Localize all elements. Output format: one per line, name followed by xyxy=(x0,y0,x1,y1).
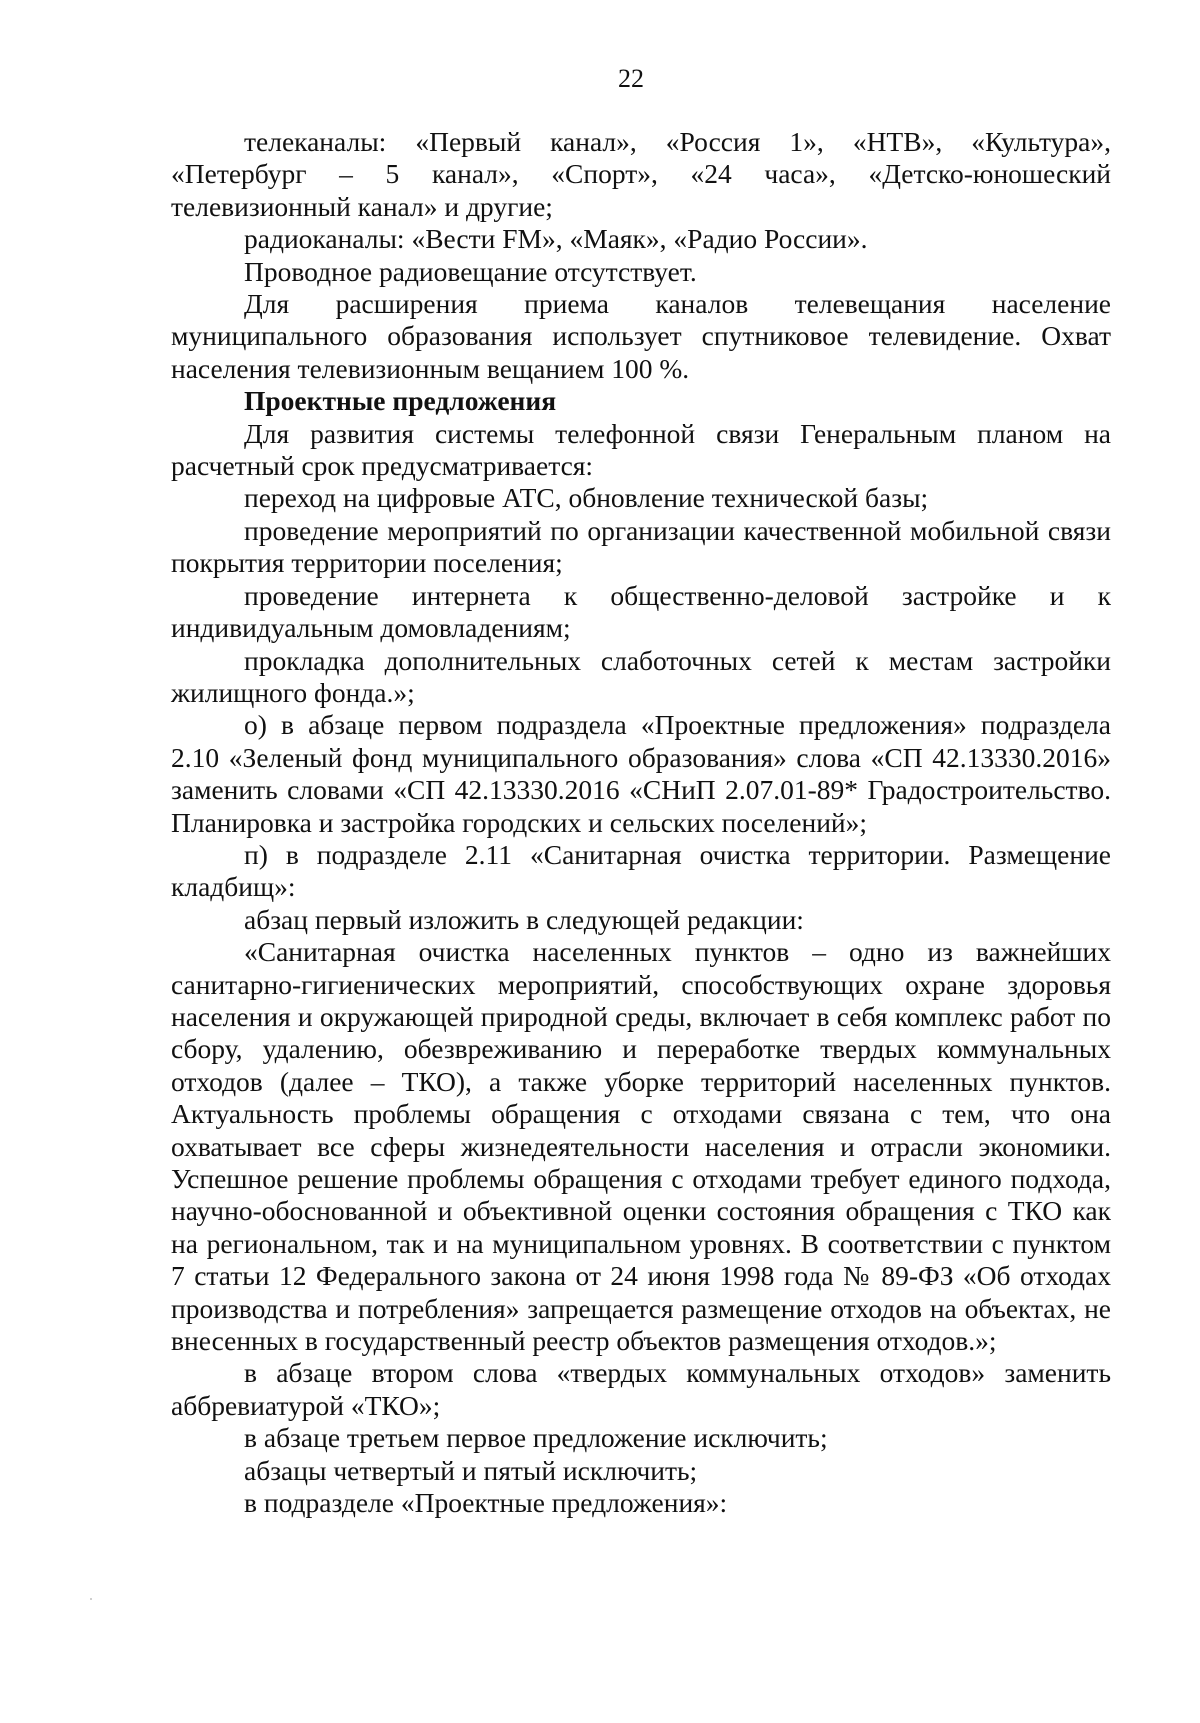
document-body xyxy=(171,126,1111,1519)
paragraph-third-abzac: в абзаце третьем первое предложение исключить; xyxy=(244,1422,828,1454)
paragraph-digital-ats: переход на цифровые АТС, обновление технической базы; xyxy=(244,482,929,514)
paragraph-project-proposals: в подразделе «Проектные предложения»: xyxy=(244,1487,728,1519)
paragraph-telephone-development: Для развития системы телефонной связи Генеральным планом на расчетный срок предусматривается: xyxy=(171,417,1111,482)
paragraph-internet: проведение интернета к общественно-деловой застройке и к индивидуальным домовладениям; xyxy=(171,579,1111,644)
paragraph-satellite-tv: Для расширения приема каналов телевещания население муниципального образования использует спутниковое телевидение. Охват населения телевизионным вещанием 100 %. xyxy=(171,288,1111,384)
page-number: 22 xyxy=(618,64,644,93)
paragraph-tv-channels: телеканалы: «Первый канал», «Россия 1», «НТВ», «Культура», «Петербург – 5 канал», «Спорт», «24 часа», «Детско-юношеский телевизионный канал» и другие; xyxy=(171,126,1111,222)
paragraph-mobile-coverage: проведение мероприятий по организации качественной мобильной связи покрытия территории поселения; xyxy=(171,514,1111,579)
paragraph-low-current-networks: прокладка дополнительных слаботочных сетей к местам застройки жилищного фонда.»; xyxy=(171,644,1111,708)
paragraph-amendment-p: п) в подразделе 2.11 «Санитарная очистка территории. Размещение кладбищ»: xyxy=(171,838,1111,903)
paragraph-first-abzac: абзац первый изложить в следующей редакции: xyxy=(244,903,804,935)
paragraph-sanitary-cleaning: «Санитарная очистка населенных пунктов – одно из важнейших санитарно-гигиенических мероприятий, способствующих охране здоровья населения и окружающей природной среды, включает в себя комплекс работ по сбору, удалению, обезвреживанию и переработке твердых коммунальных отходов (далее – ТКО), а также уборке территорий населенных пунктов. Актуальность проблемы обращения с отходами связана с тем, что она охватывает все сферы жизнедеятельности населения и отрасли экономики. Успешное решение проблемы обращения с отходами требует единого подхода, научно-обоснованной и объективной оценки состояния обращения с ТКО как на региональном, так и на муниципальном уровнях. В соответствии с пунктом 7 статьи 12 Федерального закона от 24 июня 1998 года № 89-ФЗ «Об отходах производства и потребления» запрещается размещение отходов на объектах, не внесенных в государственный реестр объектов размещения отходов.»; xyxy=(171,936,1111,1357)
paragraph-second-abzac: в абзаце втором слова «твердых коммунальных отходов» заменить аббревиатурой «ТКО»; xyxy=(171,1357,1111,1421)
paragraph-amendment-o: о) в абзаце первом подраздела «Проектные предложения» подраздела 2.10 «Зеленый фонд муниципального образования» слова «СП 42.13330.2016» заменить словами «СП 42.13330.2016 «СНиП 2.07.01-89* Градостроительство. Планировка и застройка городских и сельских поселений»; xyxy=(171,709,1111,838)
scan-artifact-dot xyxy=(90,1598,92,1600)
paragraph-wired-radio: Проводное радиовещание отсутствует. xyxy=(244,255,697,287)
section-heading: Проектные предложения xyxy=(244,385,557,417)
paragraph-fourth-fifth-abzac: абзацы четвертый и пятый исключить; xyxy=(244,1454,698,1486)
paragraph-radio-channels: радиоканалы: «Вести FM», «Маяк», «Радио России». xyxy=(244,223,868,255)
